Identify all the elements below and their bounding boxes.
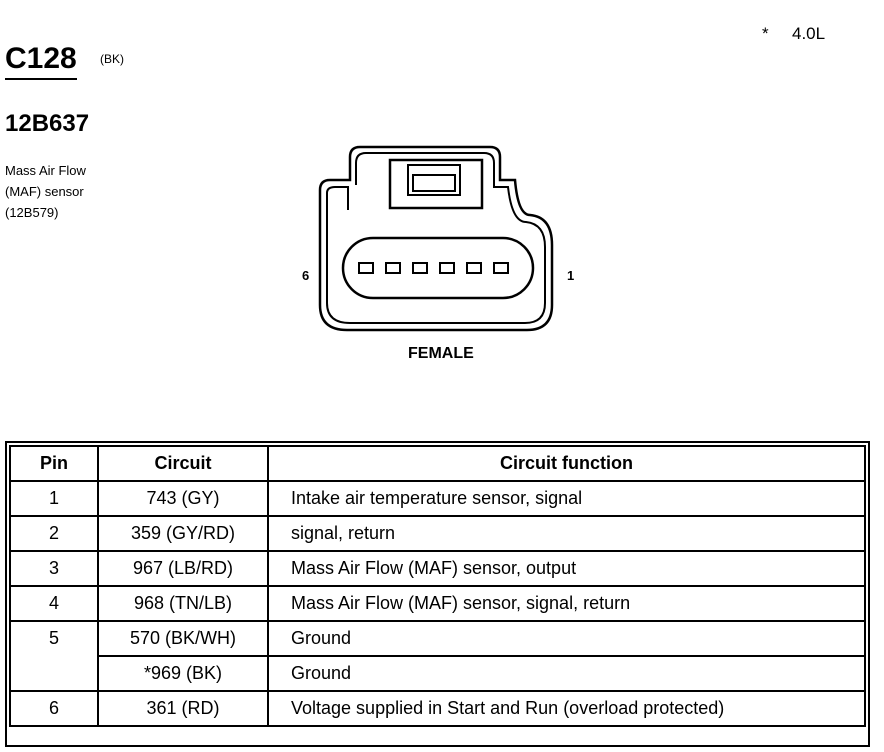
function-cell: Intake air temperature sensor, signal <box>268 481 865 516</box>
note-text: 4.0L <box>792 24 826 43</box>
function-cell: Ground <box>268 656 865 691</box>
pin-cell: 5 <box>10 621 98 691</box>
connector-latch-tab <box>413 175 455 191</box>
connector-description <box>5 160 86 223</box>
header-function: Circuit function <box>268 446 865 481</box>
connector-face-diagram <box>290 135 590 345</box>
engine-note <box>762 24 825 44</box>
header-pin: Pin <box>10 446 98 481</box>
pin-cell: 1 <box>10 481 98 516</box>
circuit-cell: 743 (GY) <box>98 481 268 516</box>
function-cell: Voltage supplied in Start and Run (overload protected) <box>268 691 865 726</box>
header-circuit: Circuit <box>98 446 268 481</box>
pin-table <box>9 445 866 727</box>
function-cell: signal, return <box>268 516 865 551</box>
terminal-cavities <box>359 263 508 273</box>
terminal-cavity <box>413 263 427 273</box>
pin-cell: 2 <box>10 516 98 551</box>
connector-gender-label: FEMALE <box>408 345 474 362</box>
terminal-cavity-area <box>343 238 533 298</box>
circuit-cell: 570 (BK/WH) <box>98 621 268 656</box>
pin-cell: 4 <box>10 586 98 621</box>
part-number: 12B637 <box>5 110 90 137</box>
description-line: (MAF) sensor <box>5 184 84 199</box>
table-header-row <box>10 446 865 481</box>
connector-color: (BK) <box>100 52 124 66</box>
table-row <box>10 656 865 691</box>
terminal-cavity <box>494 263 508 273</box>
pin-cell: 6 <box>10 691 98 726</box>
function-cell: Ground <box>268 621 865 656</box>
pin-label-left: 6 <box>302 268 310 283</box>
table-row <box>10 621 865 656</box>
description-line: Mass Air Flow <box>5 163 86 178</box>
circuit-cell: 359 (GY/RD) <box>98 516 268 551</box>
function-cell: Mass Air Flow (MAF) sensor, output <box>268 551 865 586</box>
table-row <box>10 586 865 621</box>
table-row <box>10 516 865 551</box>
circuit-cell: 967 (LB/RD) <box>98 551 268 586</box>
function-cell: Mass Air Flow (MAF) sensor, signal, return <box>268 586 865 621</box>
note-symbol: * <box>762 24 769 43</box>
table-row <box>10 691 865 726</box>
circuit-cell: 968 (TN/LB) <box>98 586 268 621</box>
terminal-cavity <box>359 263 373 273</box>
terminal-cavity <box>467 263 481 273</box>
table-row <box>10 481 865 516</box>
pin-cell: 3 <box>10 551 98 586</box>
table-row <box>10 551 865 586</box>
description-line: (12B579) <box>5 205 59 220</box>
circuit-cell: 361 (RD) <box>98 691 268 726</box>
pin-label-right: 1 <box>567 268 575 283</box>
circuit-cell: *969 (BK) <box>98 656 268 691</box>
terminal-cavity <box>386 263 400 273</box>
connector-id: C128 <box>5 42 77 80</box>
terminal-cavity <box>440 263 454 273</box>
